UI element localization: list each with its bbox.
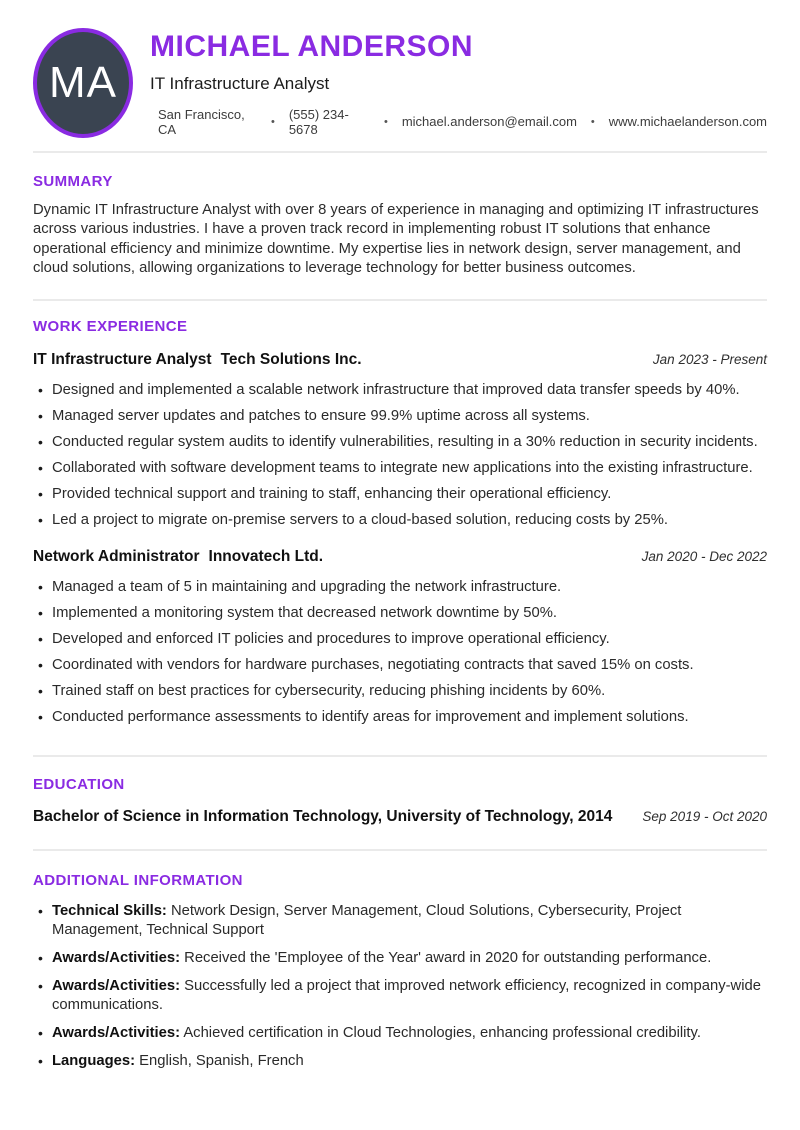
education-dates: Sep 2019 - Oct 2020	[642, 809, 767, 825]
bullet-separator-icon: •	[590, 115, 595, 128]
job-company: Tech Solutions Inc.	[220, 351, 362, 369]
avatar-initials: MA	[49, 58, 117, 107]
work-experience-heading: WORK EXPERIENCE	[33, 318, 188, 336]
job-title: IT Infrastructure Analyst	[33, 351, 212, 369]
additional-item	[33, 1052, 767, 1071]
additional-info-list	[33, 902, 767, 1071]
job-bullet: • Managed server updates and patches to ensure 99.9% uptime across all systems.	[33, 407, 767, 426]
additional-item	[33, 977, 767, 1015]
additional-item-label: Awards/Activities:	[52, 978, 181, 995]
candidate-name: MICHAEL ANDERSON	[150, 29, 474, 63]
contact-location: San Francisco, CA	[158, 106, 245, 137]
job-dates: Jan 2023 - Present	[652, 352, 767, 368]
contact-row	[150, 107, 767, 137]
job-bullet: • Managed a team of 5 in maintaining and upgrading the network infrastructure.	[33, 578, 767, 597]
job-bullet-list	[33, 381, 767, 530]
job-bullet: • Designed and implemented a scalable network infrastructure that improved data transfer speeds by 40%.	[33, 381, 767, 400]
summary-heading: SUMMARY	[33, 173, 113, 190]
contact-website: www.michaelanderson.com	[608, 114, 767, 129]
section-divider	[33, 755, 767, 757]
additional-item-text: Network Design, Server Management, Cloud Solutions, Cybersecurity, Project Management, Technical Support	[52, 903, 682, 939]
contact-phone: (555) 234-5678	[288, 106, 349, 137]
summary-text: Dynamic IT Infrastructure Analyst with over 8 years of experience in managing and optimizing IT infrastructures across various industries. I have a proven track record in implementing robust IT solutions that enhance operational efficiency and minimize downtime. My expertise lies in network design, server management, and cloud solutions, allowing organizations to leverage technology for better business outcomes.	[33, 202, 759, 276]
education-entry	[33, 808, 767, 826]
job-bullet: • Implemented a monitoring system that decreased network downtime by 50%.	[33, 604, 767, 623]
additional-item-text: Achieved certification in Cloud Technologies, enhancing professional credibility.	[183, 1025, 701, 1042]
additional-item-label: Awards/Activities:	[52, 950, 181, 967]
job-company: Innovatech Ltd.	[208, 547, 324, 565]
job-title-company	[33, 548, 323, 566]
education-heading: EDUCATION	[33, 776, 125, 794]
job-entry-header	[33, 351, 767, 369]
resume-header	[33, 28, 767, 138]
section-divider	[33, 151, 767, 153]
avatar	[33, 28, 133, 138]
section-divider	[33, 299, 767, 301]
job-bullet: • Conducted performance assessments to identify areas for improvement and implement solutions.	[33, 708, 767, 727]
job-bullet: • Collaborated with software development teams to integrate new applications into the existing infrastructure.	[33, 459, 767, 478]
additional-information-heading: ADDITIONAL INFORMATION	[33, 872, 243, 890]
additional-item-text: English, Spanish, French	[139, 1053, 304, 1070]
job-bullet: • Conducted regular system audits to identify vulnerabilities, resulting in a 30% reduction in security incidents.	[33, 433, 767, 452]
additional-item-label: Languages:	[52, 1053, 136, 1070]
contact-email: michael.anderson@email.com	[401, 114, 577, 129]
education-degree: Bachelor of Science in Information Technology, University of Technology, 2014	[33, 808, 613, 826]
section-divider	[33, 849, 767, 851]
job-title: Network Administrator	[33, 547, 200, 565]
job-bullet: • Coordinated with vendors for hardware purchases, negotiating contracts that saved 15% on costs.	[33, 656, 767, 675]
additional-item-label: Awards/Activities:	[52, 1025, 181, 1042]
candidate-title: IT Infrastructure Analyst	[150, 73, 330, 93]
job-title-company	[33, 351, 362, 369]
additional-item	[33, 1024, 767, 1043]
job-bullet-list	[33, 578, 767, 727]
header-text	[150, 30, 767, 137]
additional-item-text: Successfully led a project that improved network efficiency, recognized in company-wide communications.	[52, 978, 761, 1014]
job-dates: Jan 2020 - Dec 2022	[641, 548, 767, 564]
job-bullet: • Developed and enforced IT policies and procedures to improve operational efficiency.	[33, 630, 767, 649]
bullet-separator-icon: •	[270, 115, 275, 128]
bullet-separator-icon: •	[383, 115, 388, 128]
job-bullet: • Provided technical support and training to staff, enhancing their operational efficiency.	[33, 485, 767, 504]
additional-item-label: Technical Skills:	[52, 903, 167, 920]
additional-item-text: Received the 'Employee of the Year' award in 2020 for outstanding performance.	[184, 950, 712, 967]
job-entry-header	[33, 548, 767, 566]
additional-item	[33, 949, 767, 968]
job-bullet: • Trained staff on best practices for cybersecurity, reducing phishing incidents by 60%.	[33, 682, 767, 701]
job-bullet: • Led a project to migrate on-premise servers to a cloud-based solution, reducing costs by 25%.	[33, 511, 767, 530]
additional-item	[33, 902, 767, 940]
